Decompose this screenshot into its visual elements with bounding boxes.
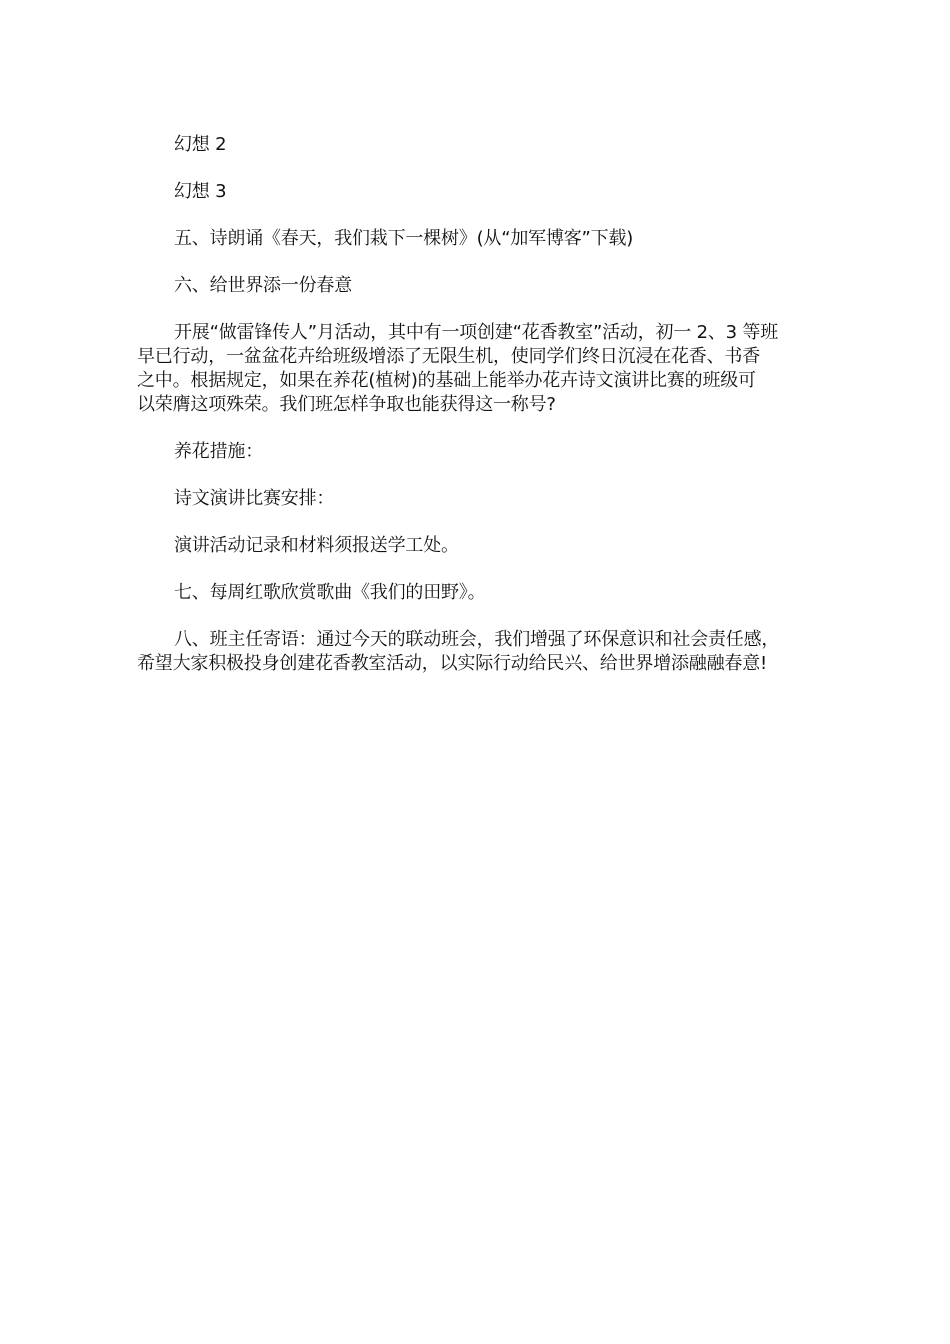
text-line: 八、班主任寄语：通过今天的联动班会，我们增强了环保意识和社会责任感， xyxy=(174,629,780,650)
text-line: 五、诗朗诵《春天，我们栽下一棵树》(从“加军博客”下载) xyxy=(174,228,634,249)
paragraph-section-7 xyxy=(137,581,813,605)
paragraph-records xyxy=(137,534,813,558)
text-line: 幻想 3 xyxy=(174,181,227,202)
text-line: 演讲活动记录和材料须报送学工处。 xyxy=(174,535,459,556)
text-line: 六、给世界添一份春意 xyxy=(174,275,352,296)
paragraph-flower-measures xyxy=(137,440,813,464)
text-line: 之中。根据规定，如果在养花(植树)的基础上能举办花卉诗文演讲比赛的班级可 xyxy=(137,370,756,391)
paragraph-fantasy-3 xyxy=(137,180,813,204)
text-line: 希望大家积极投身创建花香教室活动，以实际行动给民兴、给世界增添融融春意! xyxy=(137,653,768,674)
paragraph-fantasy-2 xyxy=(137,133,813,157)
text-line: 诗文演讲比赛安排： xyxy=(174,488,335,509)
paragraph-section-6 xyxy=(137,274,813,298)
text-line: 幻想 2 xyxy=(174,134,227,155)
paragraph-section-5 xyxy=(137,227,813,251)
paragraph-speech-arrangement xyxy=(137,487,813,511)
paragraph-activity xyxy=(137,321,813,417)
text-line: 养花措施： xyxy=(174,441,263,462)
text-line: 早已行动，一盆盆花卉给班级增添了无限生机，使同学们终日沉浸在花香、书香 xyxy=(137,346,760,367)
text-line: 开展“做雷锋传人”月活动，其中有一项创建“花香教室”活动，初一 2、3 等班 xyxy=(174,322,779,343)
text-line: 七、每周红歌欣赏歌曲《我们的田野》。 xyxy=(174,582,486,603)
text-line: 以荣膺这项殊荣。我们班怎样争取也能获得这一称号? xyxy=(137,394,556,415)
document-body xyxy=(137,133,813,699)
paragraph-section-8 xyxy=(137,628,813,676)
